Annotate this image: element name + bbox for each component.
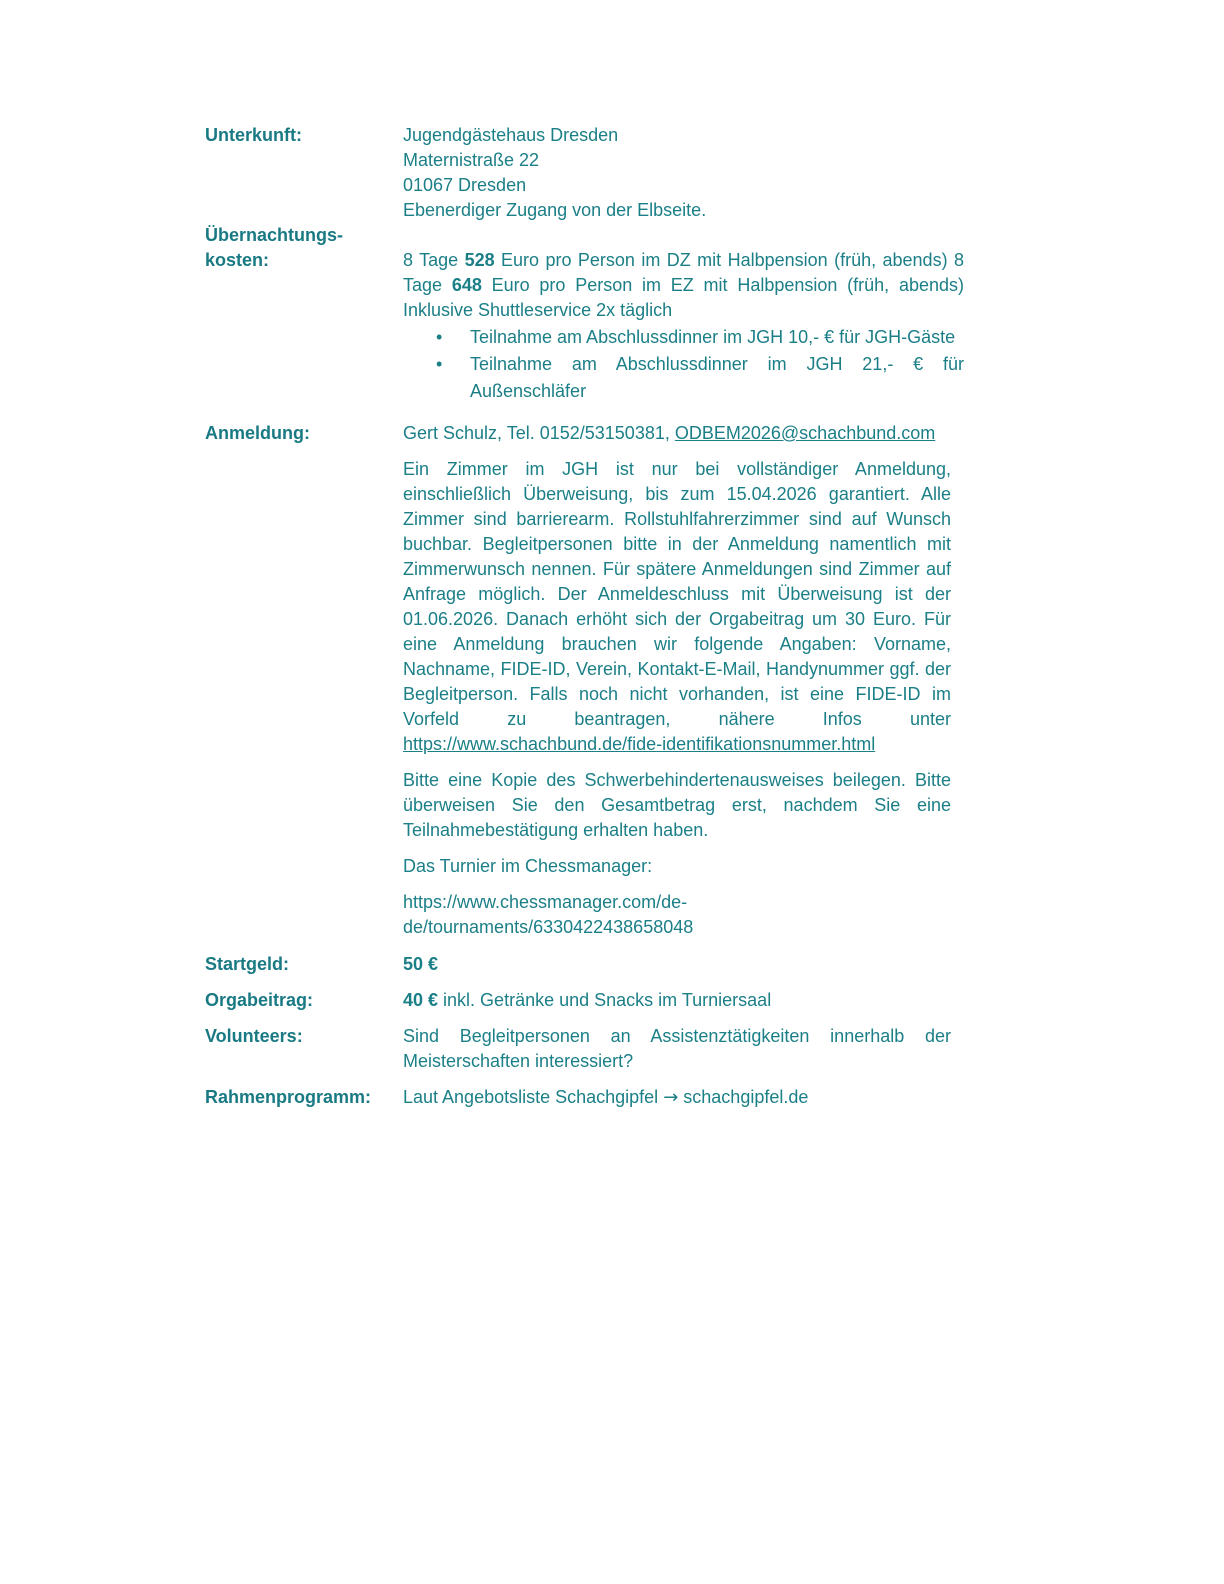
address-line-city: 01067 Dresden (403, 175, 527, 195)
fide-info-link[interactable]: https://www.schachbund.de/fide-identifikationsnummer.html (403, 734, 876, 754)
list-item (403, 324, 964, 351)
bullet-icon: • (436, 327, 443, 347)
label-startgeld: Startgeld: (205, 954, 290, 974)
label-rahmenprogramm: Rahmenprogramm: (205, 1087, 372, 1107)
list-item (403, 351, 964, 405)
label-uebernachtungskosten (205, 223, 343, 273)
address-line-street: Maternistraße 22 (403, 150, 540, 170)
bullet-text: Teilnahme am Abschlussdinner im JGH 21,- € für Außenschläfer (470, 354, 964, 401)
bullet-icon: • (436, 354, 443, 374)
unterkunft-address (403, 123, 963, 223)
kopie-paragraph: Bitte eine Kopie des Schwerbehindertenausweises beilegen. Bitte überweisen Sie den Gesamtbetrag erst, nachdem Sie eine Teilnahmebestätigung erhalten haben. (403, 770, 951, 840)
kosten-paragraph (403, 248, 964, 323)
anmeldung-contact (403, 421, 951, 446)
contact-text: Gert Schulz, Tel. 0152/53150381, (403, 423, 675, 443)
kosten-text-1: 8 Tage (403, 250, 465, 270)
kosten-price-ez: 648 (451, 275, 482, 295)
contact-email-link[interactable]: ODBEM2026@schachbund.com (674, 423, 936, 443)
startgeld-value (403, 952, 438, 977)
label-anmeldung: Anmeldung: (205, 423, 310, 443)
chessmanager-url-line1: https://www.chessmanager.com/de- (403, 892, 688, 912)
orgabeitrag-amount: 40 € (403, 990, 439, 1010)
label-kosten-line1: Übernachtungs- (205, 225, 344, 245)
volunteers-text: Sind Begleitpersonen an Assistenztätigkeiten innerhalb der Meisterschaften interessiert? (403, 1026, 951, 1071)
kosten-bullet-list (403, 324, 964, 405)
orgabeitrag-text: inkl. Getränke und Snacks im Turniersaal (438, 990, 772, 1010)
chessmanager-intro: Das Turnier im Chessmanager: (403, 856, 653, 876)
startgeld-amount: 50 € (403, 954, 439, 974)
anmeldung-paragraph-text: Ein Zimmer im JGH ist nur bei vollständiger Anmeldung, einschließlich Überweisung, bis zum 15.04.2026 garantiert. Alle Zimmer sind barrierearm. Rollstuhlfahrerzimmer sind auf Wunsch buchbar. Begleitpersonen bitte in der Anmeldung namentlich mit Zimmerwunsch nennen. Für spätere Anmeldungen sind Zimmer auf Anfrage möglich. Der Anmeldeschluss mit Überweisung ist der 01.06.2026. Danach erhöht sich der Orgabeitrag um 30 Euro. Für eine Anmeldung brauchen wir folgende Angaben: Vorname, Nachname, FIDE-ID, Verein, Kontakt-E-Mail, Handynummer ggf. der Begleitperson. Falls noch nicht vorhanden, ist eine FIDE-ID im Vorfeld zu beantragen, nähere Infos unter (403, 459, 951, 729)
label-volunteers: Volunteers: (205, 1026, 303, 1046)
label-kosten-line2: kosten: (205, 250, 270, 270)
label-orgabeitrag: Orgabeitrag: (205, 990, 314, 1010)
address-line-name: Jugendgästehaus Dresden (403, 125, 619, 145)
label-unterkunft: Unterkunft: (205, 125, 302, 145)
kosten-price-dz: 528 (464, 250, 495, 270)
chessmanager-url (403, 890, 951, 940)
arrow-right-icon: → (663, 1087, 679, 1108)
kosten-text-3: Euro pro Person im EZ mit Halbpension (früh, abends) Inklusive Shuttleservice 2x täglich (403, 275, 964, 320)
bullet-text: Teilnahme am Abschlussdinner im JGH 10,- € für JGH-Gäste (470, 327, 956, 347)
kosten-details (403, 248, 964, 405)
chessmanager-url-line2: de/tournaments/6330422438658048 (403, 917, 694, 937)
orgabeitrag-value (403, 988, 771, 1013)
address-line-access: Ebenerdiger Zugang von der Elbseite. (403, 200, 707, 220)
anmeldung-details (403, 421, 951, 940)
anmeldung-paragraph (403, 457, 951, 757)
kosten-text-2: Euro pro Person im DZ mit Halbpension (früh, abends) 8 Tage (403, 250, 964, 295)
rahmenprogramm-prefix: Laut Angebotsliste Schachgipfel (403, 1087, 664, 1107)
schachgipfel-link[interactable]: schachgipfel.de (678, 1087, 809, 1107)
rahmenprogramm-text (403, 1085, 808, 1110)
